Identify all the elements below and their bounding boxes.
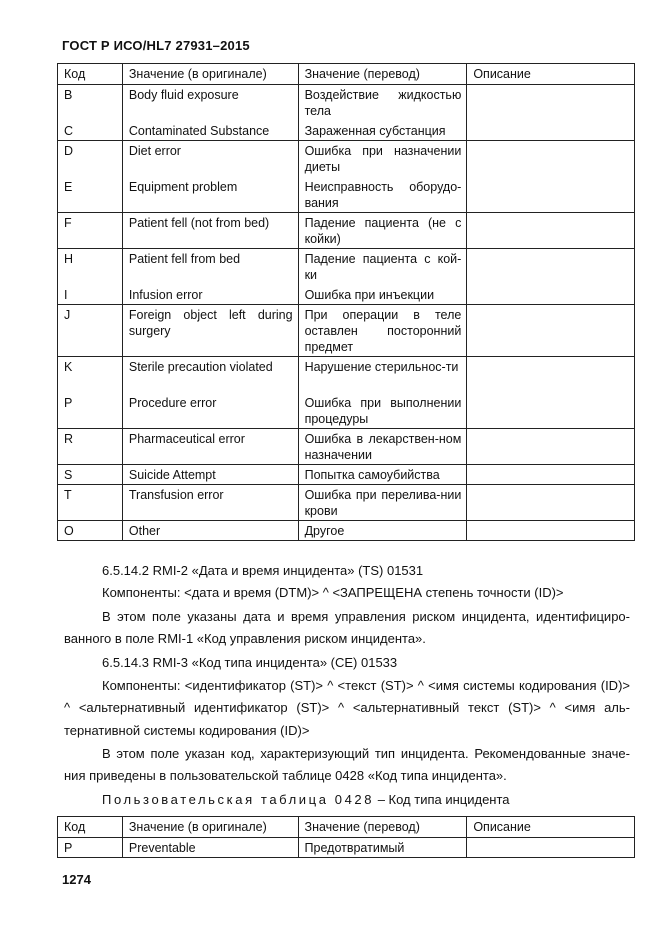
code-cell: J: [58, 305, 123, 357]
description-cell: [467, 121, 635, 141]
original-cell: Diet error: [122, 141, 298, 177]
description-cell: [467, 177, 635, 213]
table-row: [58, 285, 635, 305]
table-row: [58, 521, 635, 541]
components-rmi-2: Компоненты: <дата и время (DTM)> ^ <ЗАПРЕЩЕНА степень точности (ID)>: [102, 585, 564, 600]
description-cell: [467, 485, 635, 521]
code-cell: S: [58, 465, 123, 485]
description-cell: [467, 393, 635, 429]
column-header-description: Описание: [467, 64, 635, 85]
original-cell: Equipment problem: [122, 177, 298, 213]
original-cell: Transfusion error: [122, 485, 298, 521]
original-cell: Procedure error: [122, 393, 298, 429]
code-cell: D: [58, 141, 123, 177]
table-row: [58, 85, 635, 121]
code-cell: K: [58, 357, 123, 393]
table-row: [58, 177, 635, 213]
code-cell: H: [58, 249, 123, 285]
code-cell: P: [58, 838, 123, 858]
code-cell: F: [58, 213, 123, 249]
description-cell: [467, 249, 635, 285]
table-row: [58, 249, 635, 285]
code-cell: R: [58, 429, 123, 465]
table-row: [58, 393, 635, 429]
paragraph-rmi-3-description: В этом поле указан код, характеризующий тип инцидента. Рекомендованные значе-ния приведены в пользовательской таблице 0428 «Код типа инцидента».: [64, 746, 630, 784]
original-cell: Foreign object left during surgery: [122, 305, 298, 357]
incident-code-table: [57, 63, 635, 541]
document-title: ГОСТ Р ИСО/HL7 27931–2015: [62, 38, 250, 53]
code-cell: P: [58, 393, 123, 429]
translation-cell: Ошибка при перелива-нии крови: [298, 485, 467, 521]
translation-cell: Воздействие жидкостью тела: [298, 85, 467, 121]
column-header-code: Код: [58, 817, 123, 838]
original-cell: Contaminated Substance: [122, 121, 298, 141]
user-table-0428: [57, 816, 635, 858]
original-cell: Preventable: [122, 838, 298, 858]
description-cell: [467, 429, 635, 465]
code-cell: O: [58, 521, 123, 541]
description-cell: [467, 141, 635, 177]
description-cell: [467, 838, 635, 858]
original-cell: Patient fell (not from bed): [122, 213, 298, 249]
description-cell: [467, 357, 635, 393]
code-cell: C: [58, 121, 123, 141]
column-header-translation: Значение (перевод): [298, 64, 467, 85]
original-cell: Pharmaceutical error: [122, 429, 298, 465]
column-header-translation: Значение (перевод): [298, 817, 467, 838]
translation-cell: Ошибка при инъекции: [298, 285, 467, 305]
table-header-row: [58, 64, 635, 85]
translation-cell: Другое: [298, 521, 467, 541]
code-cell: B: [58, 85, 123, 121]
code-cell: T: [58, 485, 123, 521]
original-cell: Suicide Attempt: [122, 465, 298, 485]
translation-cell: Нарушение стерильнос-ти: [298, 357, 467, 393]
original-cell: Infusion error: [122, 285, 298, 305]
section-heading-rmi-2: 6.5.14.2 RMI-2 «Дата и время инцидента» (TS) 01531: [102, 563, 424, 578]
paragraph-rmi-2-description: В этом поле указаны дата и время управления риском инцидента, идентифициро-ванного в поле RMI-1 «Код управления риском инцидента».: [64, 609, 630, 647]
table-row: [58, 485, 635, 521]
column-header-code: Код: [58, 64, 123, 85]
translation-cell: Падение пациента (не с койки): [298, 213, 467, 249]
translation-cell: Неисправность оборудо-вания: [298, 177, 467, 213]
translation-cell: При операции в теле оставлен посторонний предмет: [298, 305, 467, 357]
translation-cell: Попытка самоубийства: [298, 465, 467, 485]
table-row: [58, 141, 635, 177]
table-row: [58, 121, 635, 141]
table-row: [58, 465, 635, 485]
description-cell: [467, 213, 635, 249]
table-caption-title: – Код типа инцидента: [374, 792, 510, 807]
table-row: [58, 305, 635, 357]
column-header-original: Значение (в оригинале): [122, 64, 298, 85]
table-row: [58, 429, 635, 465]
column-header-description: Описание: [467, 817, 635, 838]
table-caption: [64, 789, 630, 811]
table-row: [58, 213, 635, 249]
components-rmi-3: Компоненты: <идентификатор (ST)> ^ <текст (ST)> ^ <имя системы кодирования (ID)> ^ <альтернативный идентификатор (ST)> ^ <альтернативный текст (ST)> ^ <имя аль-тернативной системы кодирования (ID)>: [64, 678, 630, 738]
translation-cell: Ошибка при выполнении процедуры: [298, 393, 467, 429]
original-cell: Patient fell from bed: [122, 249, 298, 285]
original-cell: Other: [122, 521, 298, 541]
description-cell: [467, 465, 635, 485]
translation-cell: Ошибка при назначении диеты: [298, 141, 467, 177]
code-cell: E: [58, 177, 123, 213]
code-cell: I: [58, 285, 123, 305]
table-caption-label: Пользовательская таблица 0428: [102, 792, 375, 807]
table-row: [58, 357, 635, 393]
translation-cell: Падение пациента с кой-ки: [298, 249, 467, 285]
translation-cell: Предотвратимый: [298, 838, 467, 858]
translation-cell: Ошибка в лекарствен-ном назначении: [298, 429, 467, 465]
description-cell: [467, 285, 635, 305]
column-header-original: Значение (в оригинале): [122, 817, 298, 838]
section-heading-rmi-3: 6.5.14.3 RMI-3 «Код типа инцидента» (CE) 01533: [102, 655, 398, 670]
translation-cell: Зараженная субстанция: [298, 121, 467, 141]
page-number: 1274: [62, 872, 91, 887]
description-cell: [467, 85, 635, 121]
original-cell: Body fluid exposure: [122, 85, 298, 121]
original-cell: Sterile precaution violated: [122, 357, 298, 393]
table-header-row: [58, 817, 635, 838]
description-cell: [467, 305, 635, 357]
table-row: [58, 838, 635, 858]
description-cell: [467, 521, 635, 541]
